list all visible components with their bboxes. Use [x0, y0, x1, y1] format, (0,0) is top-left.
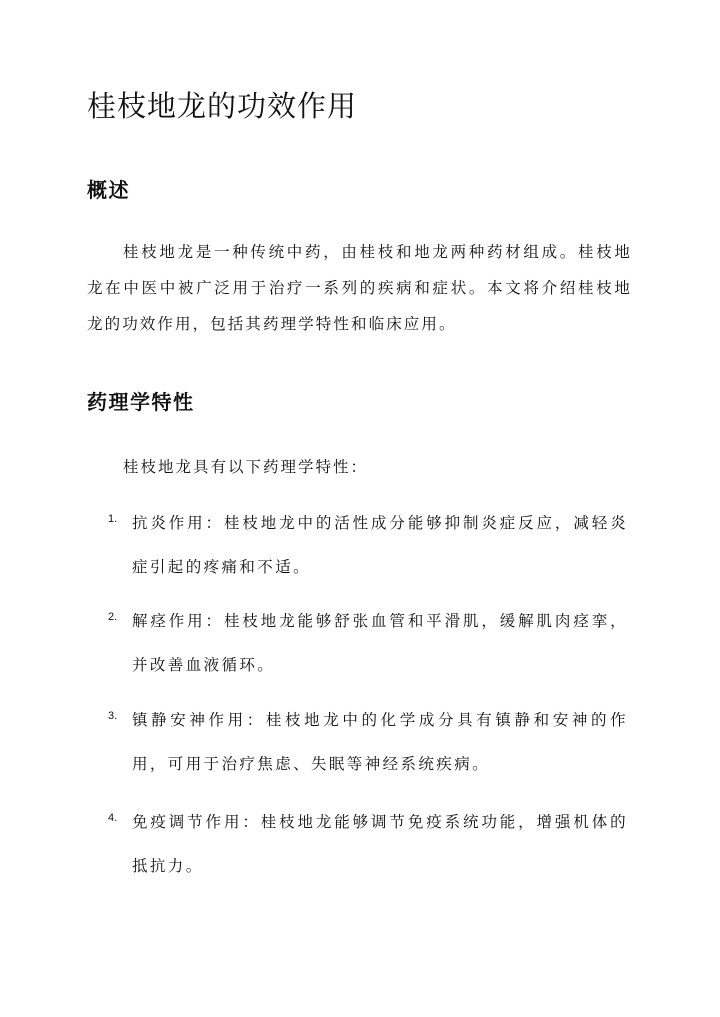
list-number: 2.: [108, 611, 118, 623]
section-heading-overview: 概述: [87, 178, 130, 202]
list-text: 抗炎作用：桂枝地龙中的活性成分能够抑制炎症反应，减轻炎症引起的疼痛和不适。: [132, 514, 628, 576]
list-number: 3.: [108, 710, 118, 722]
list-text: 解痉作用：桂枝地龙能够舒张血管和平滑肌，缓解肌肉痉挛，并改善血液循环。: [132, 612, 628, 674]
section-heading-pharmacology: 药理学特性: [87, 390, 195, 414]
list-number: 4.: [108, 812, 118, 824]
list-number: 1.: [108, 513, 118, 525]
overview-paragraph: 桂枝地龙是一种传统中药，由桂枝和地龙两种药材组成。桂枝地龙在中医中被广泛用于治疗一系列的疾病和症状。本文将介绍桂枝地龙的功效作用，包括其药理学特性和临床应用。: [87, 243, 632, 333]
list-text: 镇静安神作用：桂枝地龙中的化学成分具有镇静和安神的作用，可用于治疗焦虑、失眠等神经系统疾病。: [132, 711, 628, 773]
pharmacology-intro: 桂枝地龙具有以下药理学特性：: [123, 458, 369, 476]
page-title: 桂枝地龙的功效作用: [87, 89, 358, 123]
list-text: 免疫调节作用：桂枝地龙能够调节免疫系统功能，增强机体的抵抗力。: [132, 813, 628, 875]
